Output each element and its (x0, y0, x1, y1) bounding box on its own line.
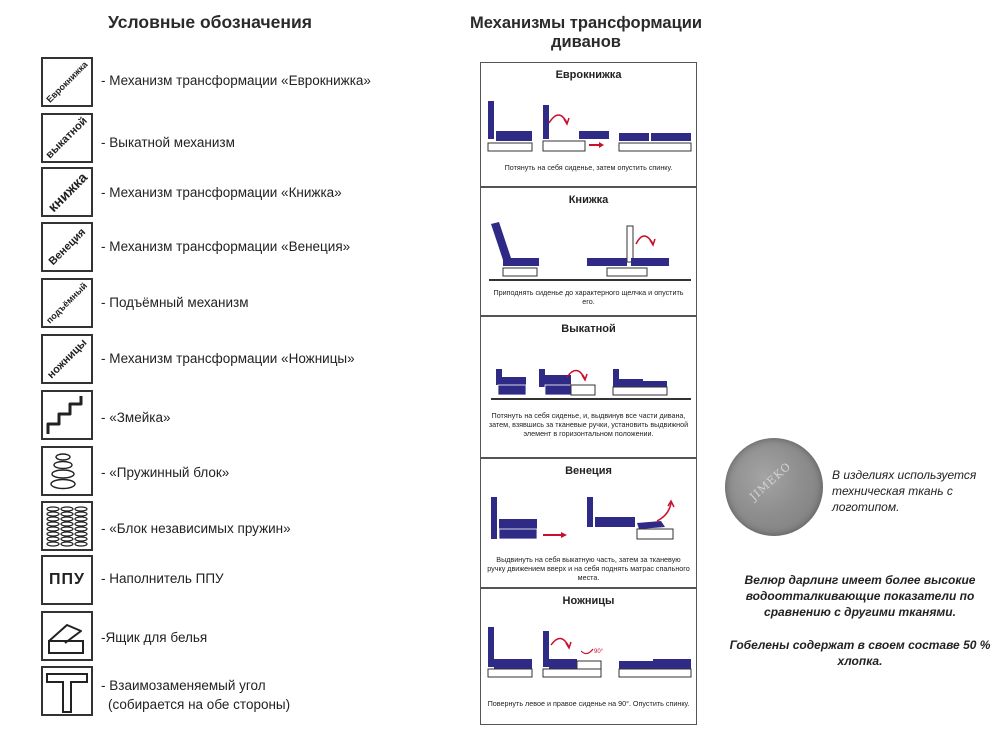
legend-text-linen-box: -Ящик для белья (101, 630, 208, 645)
roll-out-icon (41, 113, 93, 163)
legend-text-lifting: - Подъёмный механизм (101, 295, 249, 310)
panel-book (480, 187, 697, 316)
scissors-diagram (481, 611, 698, 711)
panel-eurobook-title: Еврокнижка (555, 69, 622, 81)
corner-icon (41, 666, 93, 716)
legend-text-eurobook: - Механизм трансформации «Еврокнижка» (101, 73, 371, 88)
panel-venice-caption: Выдвинуть на себя выкатную часть, затем за тканевую ручку движением вверх и на себя поднять матрас спального места. (487, 555, 690, 582)
legend-text-corner: - Взаимозаменяемый угол (101, 678, 266, 693)
eurobook-icon-label: Еврокнижка (44, 59, 90, 105)
ppu-filler-icon (41, 555, 93, 605)
panel-roll-out (480, 316, 697, 458)
legend-text-book: - Механизм трансформации «Книжка» (101, 185, 342, 200)
mechanisms-heading (440, 14, 732, 52)
book-icon (41, 167, 93, 217)
scissors-angle-label: 90° (594, 649, 604, 655)
linen-box-graphic (43, 613, 91, 659)
zigzag-spring-icon (41, 390, 93, 440)
panel-book-title: Книжка (568, 194, 609, 206)
fabric-logo-text: JIMEKO (747, 459, 794, 504)
panel-eurobook (480, 62, 697, 187)
zigzag-spring-graphic (43, 392, 91, 438)
legend-text-corner-note: (собирается на обе стороны) (108, 697, 291, 712)
legend-text-spring-block: - «Пружинный блок» (101, 465, 230, 480)
linen-box-icon (41, 611, 93, 661)
ppu-icon-label: ППУ (49, 571, 85, 588)
eurobook-icon (41, 57, 93, 107)
velour-note: Велюр дарлинг имеет более высокие водоотталкивающие показатели по сравнению с другими тканями. (744, 573, 976, 619)
spring-block-icon (41, 446, 93, 496)
legend-text-venice: - Механизм трансформации «Венеция» (101, 239, 351, 254)
mechanisms-heading-line2: диванов (551, 33, 621, 51)
book-diagram (481, 202, 698, 292)
panel-venice-title: Венеция (565, 465, 612, 477)
panel-eurobook-caption: Потянуть на себя сиденье, затем опустить спинку. (504, 163, 673, 172)
lifting-icon (41, 278, 93, 328)
venice-icon-label: Венеция (46, 226, 88, 268)
legend-text-ppu: - Наполнитель ППУ (101, 571, 224, 586)
panel-roll-out-caption: Потянуть на себя сиденье, и, выдвинув все части дивана, затем, взявшись за тканевые ручки, установить выдвижной элемент в горизонтальном положении. (488, 411, 689, 438)
panel-scissors (480, 588, 697, 725)
independent-springs-icon (41, 501, 93, 551)
mechanisms-heading-line1: Механизмы трансформации (469, 14, 703, 32)
scissors-icon (41, 334, 93, 384)
venice-icon (41, 222, 93, 272)
panel-scissors-caption: Повернуть левое и правое сиденье на 90°. Опустить спинку. (487, 699, 690, 708)
book-icon-label: книжка (44, 169, 90, 215)
lifting-icon-label: подъёмный (44, 280, 90, 326)
legend-text-roll-out: - Выкатной механизм (101, 135, 235, 150)
legend-heading: Условные обозначения (108, 12, 312, 32)
panel-roll-out-title: Выкатной (561, 323, 616, 335)
spring-block-graphic (43, 448, 91, 494)
panel-venice (480, 458, 697, 588)
scissors-icon-label: ножницы (44, 336, 90, 382)
independent-springs-graphic (43, 503, 91, 549)
panel-book-caption: Приподнять сиденье до характерного щелчка и опустить его. (493, 288, 684, 306)
corner-graphic (43, 668, 91, 714)
legend-text-scissors: - Механизм трансформации «Ножницы» (101, 351, 355, 366)
fabric-note: В изделиях используется техническая ткань с логотипом. (832, 468, 977, 514)
roll-out-icon-label: выкатной (43, 114, 91, 162)
venice-diagram (481, 481, 698, 561)
panel-scissors-title: Ножницы (562, 595, 615, 607)
legend-text-zigzag: - «Змейка» (101, 410, 171, 425)
gobelin-note: Гобелены содержат в своем составе 50 % хлопка. (729, 638, 991, 668)
legend-text-independent-springs: - «Блок независимых пружин» (101, 521, 291, 536)
